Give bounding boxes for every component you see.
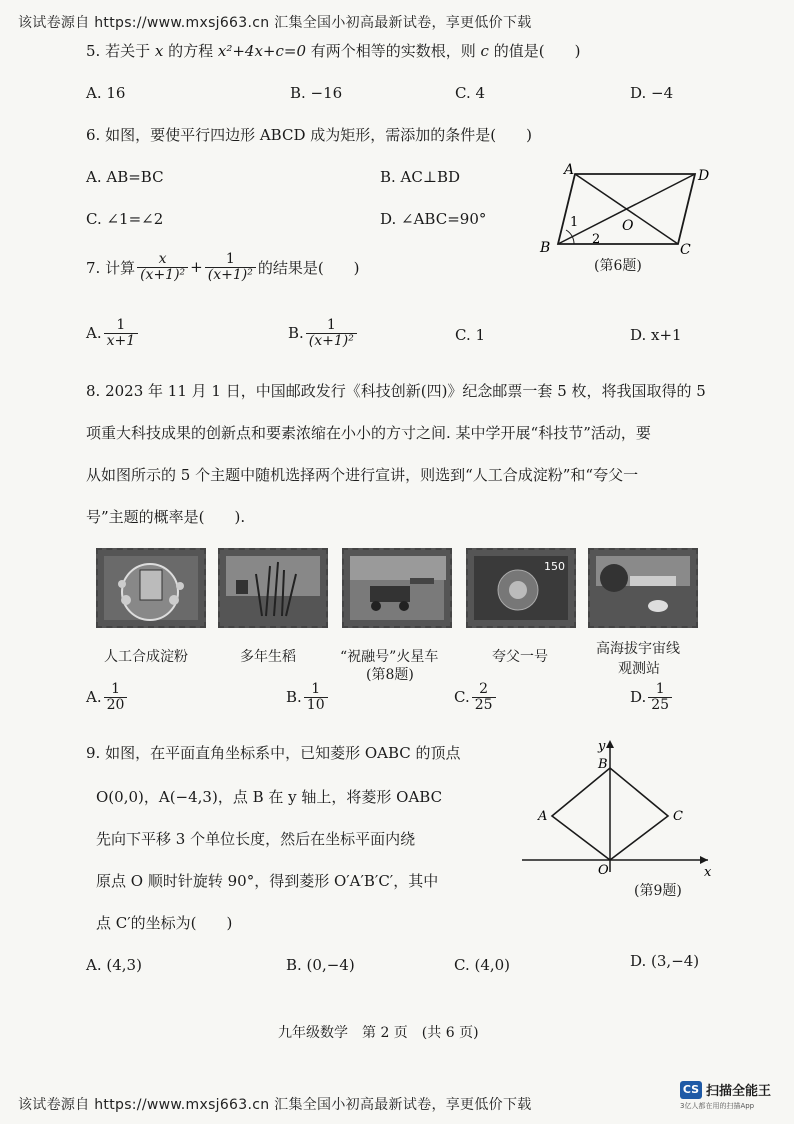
q5-option-a: A. 16 [86,84,126,102]
q8-option-c: C. $\frac{2}{25}$ [454,682,498,712]
q9-option-a: A. (4,3) [86,956,142,974]
origin-label: O [598,863,609,876]
stamp-perennial-rice [218,548,328,628]
stamp-caption-5-line-2: 观测站 [618,661,660,677]
point-a-label: A [538,809,548,824]
stamp-caption-5-line-1: 高海拔宇宙线 [596,641,680,657]
question-8-line-1: 8. 2023 年 11 月 1 日，中国邮政发行《科技创新(四)》纪念邮票一套 5 枚，将我国取得的 5 [86,382,706,400]
point-c-label: C [673,809,683,824]
angle-2-label: 2 [592,232,601,247]
question-9-line-5: 点 C′的坐标为( ) [96,914,233,932]
question-8-line-4: 号”主题的概率是( ). [86,508,246,526]
vertex-c-label: C [680,242,691,258]
stamp-high-altitude-observatory [588,548,698,628]
stamp-caption-1: 人工合成淀粉 [104,649,188,665]
question-7-stem: 7. 计算 $\frac{x}{\text{(x+1)²}}$ + $\frac{1}{\text{(x+1)²}}$ 的结果是( ) [86,251,360,283]
vertex-b-label: B [540,240,551,256]
question-9-line-2: O(0,0)，A(−4,3)，点 B 在 y 轴上，将菱形 OABC [96,788,443,806]
question-5-stem: 5. 若关于 x 的方程 x²+4x+c=0 有两个相等的实数根，则 c 的值是( ) [86,42,581,60]
cs-logo-icon: CS [680,1081,702,1099]
stamp-kuafu-1 [466,548,576,628]
stamp-artificial-starch [96,548,206,628]
q9-option-d: D. (3,−4) [630,952,700,970]
question-9-line-3: 先向下平移 3 个单位长度，然后在坐标平面内绕 [96,830,416,848]
question-8-line-2: 项重大科技成果的创新点和要素浓缩在小小的方寸之间. 某中学开展“科技节”活动，要 [86,424,651,442]
figure-9-caption: (第9题) [634,883,682,899]
top-watermark: 该试卷源自 https://www.mxsj663.cn 汇集全国小初高最新试卷，享更低价下载 [18,15,532,31]
q5-option-b: B. −16 [290,84,343,102]
stamp-caption-2: 多年生稻 [240,649,296,665]
q7-option-c: C. 1 [455,326,486,344]
q7-option-d: D. x+1 [630,326,682,344]
stamp-zhurong-rover [342,548,452,628]
axis-x-label: x [704,865,712,876]
q6-option-a: A. AB=BC [86,168,164,186]
bottom-watermark: 该试卷源自 https://www.mxsj663.cn 汇集全国小初高最新试卷，享更低价下载 [18,1097,532,1113]
center-o-label: O [622,218,634,234]
q6-option-b: B. AC⊥BD [380,168,461,186]
question-9-line-1: 9. 如图，在平面直角坐标系中，已知菱形 OABC 的顶点 [86,744,461,762]
q5-option-d: D. −4 [630,84,674,102]
question-8-line-3: 从如图所示的 5 个主题中随机选择两个进行宣讲，则选到“人工合成淀粉”和“夸父一 [86,466,639,484]
q5-option-c: C. 4 [455,84,486,102]
q6-option-d: D. ∠ABC=90° [380,210,487,228]
stamp-caption-4: 夸父一号 [492,649,548,665]
q9-option-c: C. (4,0) [454,956,511,974]
stamp-caption-3: “祝融号”火星车 [340,649,439,665]
scanner-app-name: 扫描全能王 [706,1084,772,1099]
vertex-a-label: A [564,162,575,178]
q8-option-b: B. $\frac{1}{10}$ [286,682,330,712]
stamp-face-value: 150 [544,560,565,573]
scanner-app-badge [680,1080,771,1111]
figure-6-caption: (第6题) [594,258,642,274]
axis-y-label: y [598,739,606,754]
angle-1-label: 1 [570,215,579,230]
scanner-app-tagline: 3亿人都在用的扫描App [680,1102,755,1110]
question-6-stem: 6. 如图，要使平行四边形 ABCD 成为矩形，需添加的条件是( ) [86,126,532,144]
page-footer: 九年级数学 第 2 页 (共 6 页) [278,1025,479,1041]
q7-option-a: A. $\frac{1}{x+1}$ [86,318,140,348]
vertex-d-label: D [698,168,710,184]
q8-option-d: D. $\frac{1}{25}$ [630,682,674,712]
point-b-label: B [598,757,608,772]
q8-option-a: A. $\frac{1}{20}$ [86,682,129,712]
q7-option-b: B. $\frac{1}{\text{(x+1)²}}$ [288,318,359,348]
rhombus-coordinate-figure [518,736,728,876]
q6-option-c: C. ∠1=∠2 [86,210,164,228]
figure-8-caption: (第8题) [366,667,414,683]
question-9-line-4: 原点 O 顺时针旋转 90°，得到菱形 O′A′B′C′，其中 [96,872,439,890]
q9-option-b: B. (0,−4) [286,956,355,974]
